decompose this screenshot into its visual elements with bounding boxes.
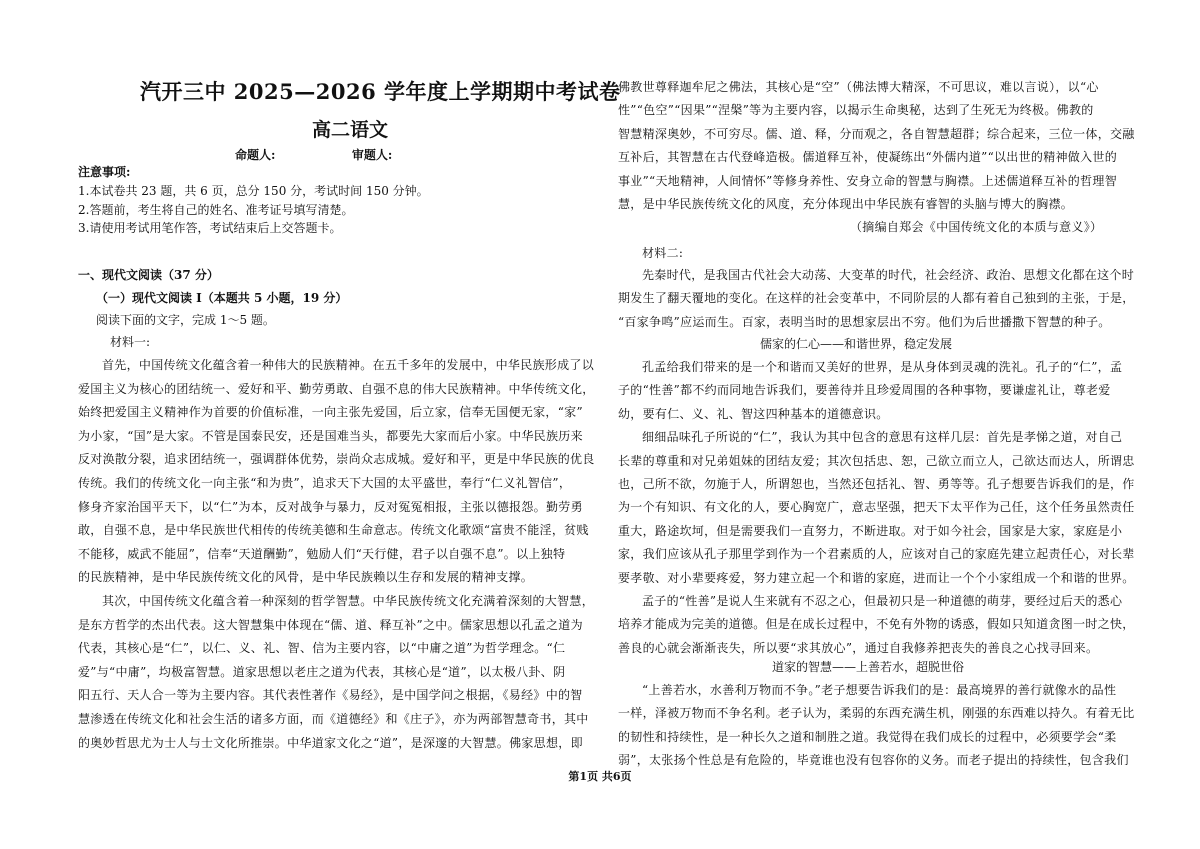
paragraph-line: 也，己所不欲，勿施于人，所谓恕也，当然还包括礼、智、勇等等。孔子想要告诉我们的是，作 [618,477,1135,491]
paragraph-line: 不能移，威武不能屈”，信奉“天道酬勤”，勉励人们“天行健，君子以自强不息”。以上独特 [78,546,566,561]
paragraph-line: 其次，中国传统文化蕴含着一种深刻的哲学智慧。中华民族传统文化充满着深刻的大智慧， [102,594,595,608]
paragraph-line: 性”“色空”“因果”“涅槃”等为主要内容，以揭示生命奥秘，达到了生死无为终极。佛教的 [618,103,1094,118]
material-label: 材料二: [642,246,684,260]
paragraph-line: 的民族精神，是中华民族传统文化的风骨，是中华民族赖以生存和发展的精神支撑。 [78,570,534,585]
paragraph-line: 长辈的尊重和对兄弟姐妹的团结友爱；其次包括忠、恕，己欲立而立人，己欲达而达人，所谓忠 [618,453,1135,468]
paragraph-line: 的奥妙哲思尤为士人与士文化所推崇。中华道家文化之“道”，是深邃的大智慧。佛家思想，即 [78,735,583,750]
paragraph-line: 一样，泽被万物而不争名利。老子认为，柔弱的东西充满生机，刚强的东西难以持久。有着无比 [618,706,1135,721]
paragraph-line: 智慧精深奥妙，不可穷尽。儒、道、释，分而观之，各自智慧超群；综合起来，三位一体，交融 [618,126,1135,141]
paragraph-line: 反对涣散分裂，追求团结统一，强调群体优势，崇尚众志成城。爱好和平，更是中华民族的优良 [78,452,595,467]
paragraph-line: 修身齐家治国平天下，以“仁”为本，反对战争与暴力，反对冤冤相报，主张以德报怨。勤劳勇 [78,499,583,514]
paragraph-line: 幼，要有仁、义、礼、智这四种基本的道德意识。 [618,406,889,421]
paragraph-line: 阳五行、天人合一等为主要内容。其代表性著作《易经》，是中国学问之根据，《易经》中的智 [78,688,583,703]
paragraph-line: 始终把爱国主义精神作为首要的价值标准，一向主张先爱国，后立家，信奉无国便无家，“家” [78,405,583,420]
paragraph-line: “上善若水，水善利万物而不争。”老子想要告诉我们的是：最高境界的善行就像水的品性 [642,683,1117,697]
paragraph-line: 爱国主义为核心的团结统一、爱好和平、勤劳勇敢、自强不息的伟大民族精神。中华传统文化， [78,381,595,396]
paragraph-line: 敢，自强不息，是中华民族世代相传的传统美德和生命意志。传统文化歌颂“富贵不能淫，贫贱 [78,523,589,538]
paragraph-line: 善良的心就会渐渐丧失，所以要“求其放心”，通过自我修养把丧失的善良之心找寻回来。 [618,640,1099,655]
paragraph-line: 重大，路途坎坷，但是需要我们一直努力，不断进取。对于如今社会，国家是大家，家庭是小 [618,523,1123,538]
paragraph-line: 先秦时代，是我国古代社会大动荡、大变革的时代，社会经济、政治、思想文化都在这个时 [642,268,1135,282]
paragraph-line: 要孝敬、对小辈要疼爱，努力建立起一个和谐的家庭，进而让一个个小家组成一个和谐的世界。 [618,570,1135,585]
paragraph-line: 的韧性和持续性，是一种长久之道和制胜之道。我觉得在我们成长的过程中，必须要学会“柔 [618,729,1117,744]
author-line [235,146,392,163]
section-subheading: 道家的智慧——上善若水，超脱世俗 [772,660,965,674]
paragraph-line: 传统。我们的传统文化一向主张“和为贵”，追求天下大国的太平盛世，奉行“仁义礼智信”， [78,476,572,490]
paragraph-line: 孟子的“性善”是说人生来就有不忍之心，但最初只是一种道德的萌芽，要经过后天的悉心 [642,594,1123,608]
paragraph-line: 孔孟给我们带来的是一个和谐而又美好的世界，是从身体到灵魂的洗礼。孔子的“仁”，孟 [642,360,1123,374]
section-subheading: 儒家的仁心——和谐世界，稳定发展 [760,337,953,351]
paragraph-line: “百家争鸣”应运而生。百家，表明当时的思想家层出不穷。他们为后世播撒下智慧的种子。 [618,314,1111,329]
paragraph-line: 为一个有知识、有文化的人，要心胸宽广，意志坚强，把天下太平作为己任，这个任务虽然责任 [618,500,1135,515]
paragraph-line: 子的“性善”都不约而同地告诉我们，要善待并且珍爱周围的各种事物，要谦虚礼让，尊老爱 [618,383,1111,398]
paragraph-line: 培养才能成为完美的道德。但是在成长过程中，不免有外物的诱惑，假如只知道贪图一时之快， [618,617,1135,632]
page-footer: 第1页 共6页 [568,770,632,783]
paragraph-line: 代表，其核心是“仁”，以仁、义、礼、智、信为主要内容，以“中庸之道”为哲学理念。“仁 [78,641,566,656]
notice-item: 2.答题前，考生将自己的姓名、准考证号填写清楚。 [78,203,354,217]
paragraph-line: 是东方哲学的杰出代表。这大智慧集中体现在“儒、道、释互补”之中。儒家思想以孔孟之道为 [78,617,583,632]
paragraph-line: 互补后，其智慧在古代登峰造极。儒道释互补，使凝练出“外儒内道”“以出世的精神做入世的 [618,150,1118,165]
paragraph-line: 家，我们应该从孔子那里学到作为一个君素质的人，应该对自己的家庭先建立起责任心，对长辈 [618,547,1135,562]
notice-item: 3.请使用考试用笔作答，考试结束后上交答题卡。 [78,221,342,235]
paragraph-line: 弱”，太张扬个性总是有危险的，毕竟谁也没有包容你的义务。而老子提出的持续性，包含我们 [618,753,1129,768]
source-citation: （摘编自郑会《中国传统文化的本质与意义》） [850,220,1103,234]
paragraph-line: 细细品味孔子所说的“仁”，我认为其中包含的意思有这样几层：首先是孝悌之道，对自己 [642,430,1123,445]
section-heading: 一、现代文阅读（37 分） [78,268,219,282]
paragraph-line: 慧，是中华民族传统文化的风度，充分体现出中华民族有睿智的头脑与博大的胸襟。 [618,197,1074,211]
author-label: 命题人: [235,148,276,162]
subsection-heading: （一）现代文阅读 I（本题共 5 小题，19 分） [96,291,348,305]
paragraph-line: 期发生了翻天覆地的变化。在这样的社会变革中，不同阶层的人都有着自己独到的主张，于是， [618,291,1135,306]
notice-item: 1.本试卷共 23 题，共 6 页，总分 150 分，考试时间 150 分钟。 [78,184,429,198]
paragraph-line: 首先，中国传统文化蕴含着一种伟大的民族精神。在五千多年的发展中，中华民族形成了以 [102,358,595,372]
paragraph-line: 慧渗透在传统文化和社会生活的诸多方面，而《道德经》和《庄子》，亦为两部智慧奇书，其中 [78,712,589,726]
subject-title: 高二语文 [311,119,388,141]
paragraph-line: 为小家，“国”是大家。不管是国泰民安，还是国难当头，都要先大家而后小家。中华民族历来 [78,428,583,443]
paragraph-line: 事业”“天地精神，人间情怀”等修身养性、安身立命的智慧与胸襟。上述儒道释互补的哲理智 [618,173,1118,188]
paragraph-line: 爱”与“中庸”，均极富智慧。道家思想以老庄之道为代表，其核心是“道”，以太极八卦、阴 [78,664,566,679]
reviewer-label: 审题人: [351,148,393,162]
notice-heading: 注意事项: [78,165,131,179]
material-label: 材料一: [110,335,151,349]
instruction: 阅读下面的文字，完成 1～5 题。 [96,313,275,327]
exam-title: 汽开三中 2025—2026 学年度上学期期中考试卷 [140,79,621,104]
paragraph-line: 佛教世尊释迦牟尼之佛法，其核心是“空”（佛法博大精深，不可思议，难以言说），以“心 [618,80,1099,94]
